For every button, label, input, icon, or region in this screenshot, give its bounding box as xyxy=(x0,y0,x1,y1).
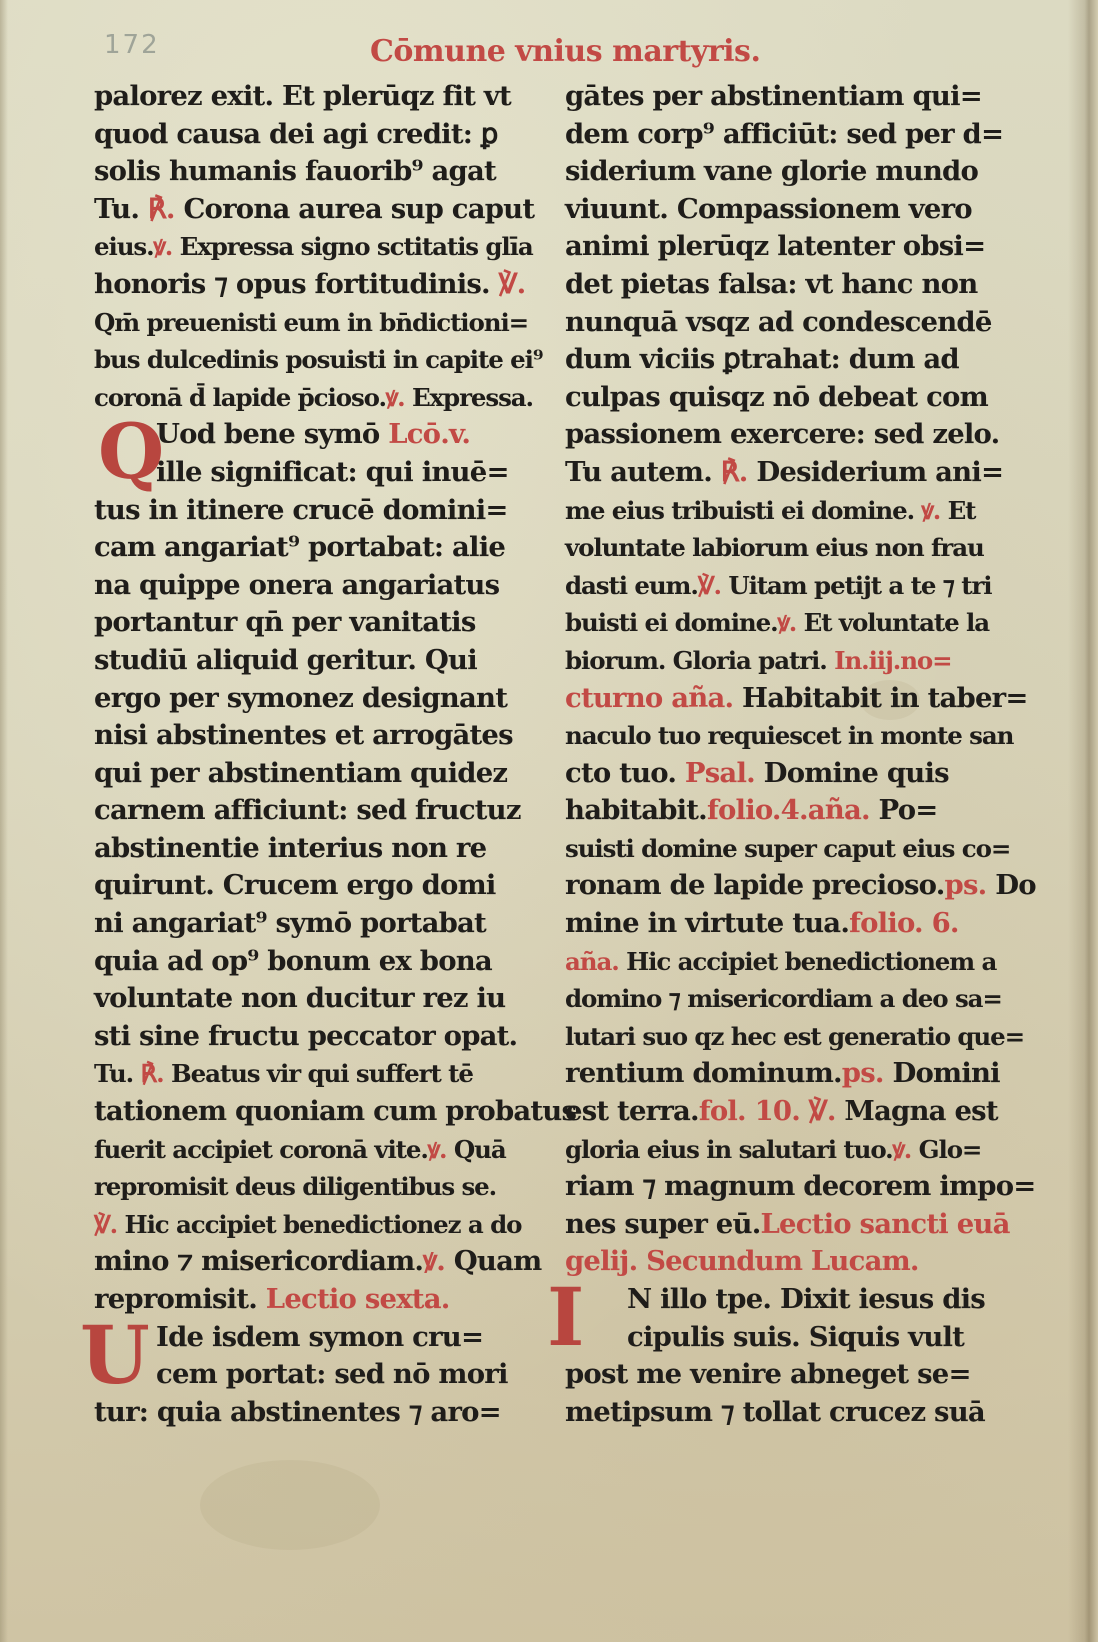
body-text: me eius tribuisti ei domine. xyxy=(565,495,915,525)
body-text: ronam de lapide precioso. xyxy=(565,869,945,902)
body-text: nunquā vsqz ad condescendē xyxy=(565,305,992,338)
body-text: post me venire abneget se= xyxy=(565,1358,971,1391)
text-line xyxy=(565,867,1036,905)
rubric-text: fol. 10. ℣. xyxy=(698,1095,836,1128)
text-line xyxy=(565,717,1014,755)
rubric-text: aña. xyxy=(565,946,619,976)
rubric-text: Lectio sexta. xyxy=(265,1283,450,1315)
folio-pencil-mark: 172 xyxy=(104,30,160,60)
text-line xyxy=(565,228,1010,266)
text-line xyxy=(565,78,1010,116)
paper-stain xyxy=(200,1460,380,1550)
body-text: repromisit deus diligentibus se. xyxy=(94,1172,497,1202)
page-left-edge xyxy=(0,0,8,1642)
text-line xyxy=(565,191,1010,229)
body-text: lutari suo qz hec est generatio que= xyxy=(565,1021,1025,1051)
body-text: cto tuo. xyxy=(565,756,685,789)
text-line xyxy=(565,1093,1010,1131)
body-text: Do xyxy=(986,869,1036,902)
text-line xyxy=(565,1206,1010,1244)
body-text: ni angariat⁹ symō portabat xyxy=(94,907,486,940)
body-text: Po= xyxy=(869,794,938,827)
rubric-text: gelij. Secundum Lucam. xyxy=(565,1245,919,1278)
text-line xyxy=(94,1093,577,1131)
body-text: Desiderium ani= xyxy=(747,455,1004,488)
text-line xyxy=(94,529,554,567)
body-text: Et voluntate la xyxy=(796,608,989,638)
text-line xyxy=(94,153,554,191)
text-line xyxy=(565,1356,1010,1394)
body-text: ille significat: qui inuē= xyxy=(156,455,509,488)
text-line xyxy=(565,529,1010,567)
rubric-text: ℟. xyxy=(140,1059,164,1089)
text-line xyxy=(565,1394,1010,1432)
body-text: qui per abstinentiam quidez xyxy=(94,756,508,789)
initial-q-block xyxy=(94,407,554,497)
text-line xyxy=(565,1168,1036,1206)
body-text: Domine quis xyxy=(754,756,949,789)
body-text: N illo tpe. Dixit iesus dis xyxy=(627,1283,985,1315)
rubric-text: Lcō.v. xyxy=(388,418,471,451)
right-column xyxy=(547,78,1036,1431)
body-text: palorez exit. Et plerūqz fit vt xyxy=(94,80,511,112)
text-line xyxy=(565,567,1010,605)
text-line xyxy=(565,1243,1010,1281)
body-text: Habitabit in taber= xyxy=(733,681,1028,714)
rubric-text: ps. xyxy=(841,1057,884,1090)
text-line xyxy=(94,604,554,642)
rubric-text: folio.4.aña. xyxy=(706,794,870,827)
text-line xyxy=(94,943,554,981)
right-lines-b xyxy=(565,1356,1010,1431)
rubric-text: Lectio sancti euā xyxy=(760,1207,1010,1240)
body-text: riam ⁊ magnum decorem impo= xyxy=(565,1170,1036,1203)
text-line xyxy=(94,1018,554,1056)
body-text: dum viciis ꝑtrahat: dum ad xyxy=(565,343,959,376)
text-line xyxy=(94,341,554,379)
initial-i-lines xyxy=(565,1281,1010,1356)
body-text: Tu. xyxy=(94,192,148,225)
body-text: animi plerūqz latenter obsi= xyxy=(565,230,986,263)
body-text: Hic accipiet benedictionez a do xyxy=(117,1209,522,1239)
body-text: dasti eum. xyxy=(565,570,698,600)
body-text: Quā xyxy=(446,1134,506,1164)
text-line xyxy=(565,980,1010,1018)
text-line xyxy=(94,78,554,116)
body-text: est terra. xyxy=(565,1095,699,1128)
text-line xyxy=(94,1243,554,1281)
text-line xyxy=(94,1394,554,1432)
rubric-text: ℟. xyxy=(720,455,748,488)
right-lines-a xyxy=(565,78,1036,1281)
text-line xyxy=(156,454,554,492)
text-line xyxy=(565,792,1010,830)
body-text: Beatus vir qui suffert tē xyxy=(163,1059,473,1089)
text-line xyxy=(565,642,1010,680)
body-text: cipulis suis. Siquis vult xyxy=(627,1320,965,1353)
text-line xyxy=(94,1055,554,1093)
body-text: Quam xyxy=(444,1245,542,1278)
text-line xyxy=(94,867,554,905)
body-text: mino ⁊ misericordiam. xyxy=(94,1245,424,1278)
text-line xyxy=(94,1206,554,1244)
body-text: Magna est xyxy=(835,1095,998,1128)
body-text: Glo= xyxy=(911,1134,982,1164)
rubric-text: ℟. xyxy=(147,192,175,225)
body-text: abstinentie interius non re xyxy=(94,831,487,864)
text-line xyxy=(565,116,1010,154)
body-text: coronā d̄ lapide p̄cioso. xyxy=(94,382,386,412)
body-text: Et xyxy=(940,495,976,525)
body-text: quia ad op⁹ bonum ex bona xyxy=(94,944,492,977)
body-text: Tu. xyxy=(94,1059,141,1089)
body-text: voluntate labiorum eius non frau xyxy=(565,533,984,563)
body-text: portantur qn̄ per vanitatis xyxy=(94,606,476,639)
body-text: Uod bene symō xyxy=(156,418,389,451)
body-text: nisi abstinentes et arrogātes xyxy=(94,719,513,752)
text-line xyxy=(565,1131,1010,1169)
initial-i-block xyxy=(547,1270,1010,1364)
text-line xyxy=(565,416,1010,454)
body-text: Domini xyxy=(883,1057,1000,1090)
text-line xyxy=(94,830,554,868)
body-text: sti sine fructu peccator opat. xyxy=(94,1019,518,1052)
rubric-text: cturno aña. xyxy=(565,681,734,714)
body-text: Tu autem. xyxy=(565,455,721,488)
body-text: bus dulcedinis posuisti in capite ei⁹ xyxy=(94,345,543,375)
body-text: passionem exercere: sed zelo. xyxy=(565,418,1000,451)
running-head: Cōmune vnius martyris. xyxy=(370,34,761,69)
text-line xyxy=(565,379,1010,417)
text-line xyxy=(627,1281,1010,1319)
rubric-text: In.iij.no= xyxy=(834,645,952,675)
body-text: buisti ei domine. xyxy=(565,608,778,638)
page-right-edge xyxy=(1068,0,1098,1642)
decorated-initial-u: U xyxy=(80,1307,149,1402)
rubric-text: ꝟ. xyxy=(914,495,941,525)
text-line xyxy=(94,304,554,342)
text-line xyxy=(94,1168,554,1206)
text-line xyxy=(156,416,554,454)
initial-u-lines xyxy=(94,1319,554,1394)
left-lines-c xyxy=(94,1394,554,1432)
text-line xyxy=(627,1319,1010,1357)
body-text: habitabit. xyxy=(565,794,707,827)
body-text: cem portat: sed nō mori xyxy=(156,1358,508,1391)
text-line xyxy=(565,905,1010,943)
body-text: mine in virtute tua. xyxy=(565,907,850,940)
text-line xyxy=(565,1018,1025,1056)
text-line xyxy=(565,830,1010,868)
body-text: studiū aliquid geritur. Qui xyxy=(94,643,477,676)
left-lines-b xyxy=(94,492,577,1319)
rubric-text: ꝟ. xyxy=(777,608,797,638)
text-line xyxy=(565,755,1010,793)
text-line xyxy=(565,1055,1010,1093)
body-text: tur: quia abstinentes ⁊ aro= xyxy=(94,1395,501,1428)
rubric-text: ℣. xyxy=(94,1209,118,1239)
body-text: dem corp⁹ afficiūt: sed per d= xyxy=(565,117,1004,150)
body-text: nes super eū. xyxy=(565,1207,761,1240)
body-text: tationem quoniam cum probatus xyxy=(94,1095,577,1128)
rubric-text: ps. xyxy=(944,869,987,902)
text-line xyxy=(94,755,554,793)
body-text: det pietas falsa: vt hanc non xyxy=(565,267,978,300)
body-text: quirunt. Crucem ergo domi xyxy=(94,869,496,902)
rubric-text: ꝟ. xyxy=(153,232,173,262)
body-text: gloria eius in salutari tuo. xyxy=(565,1134,893,1164)
text-line xyxy=(94,680,554,718)
initial-u-block xyxy=(80,1307,554,1402)
text-line xyxy=(94,492,554,530)
rubric-text: ℣. xyxy=(498,267,526,300)
rubric-text: ꝟ. xyxy=(427,1134,447,1164)
text-line xyxy=(94,1131,554,1169)
body-text: Hic accipiet benedictionem a xyxy=(618,946,997,976)
text-line xyxy=(94,567,554,605)
body-text: viuunt. Compassionem vero xyxy=(565,192,972,225)
rubric-text: ℣. xyxy=(697,570,721,600)
text-line xyxy=(565,266,1010,304)
text-line xyxy=(565,454,1010,492)
text-line xyxy=(94,905,554,943)
body-text: na quippe onera angariatus xyxy=(94,568,500,601)
text-line xyxy=(565,943,1010,981)
body-text: rentium dominum. xyxy=(565,1057,842,1090)
rubric-text: ꝟ. xyxy=(423,1245,445,1278)
left-lines-a xyxy=(94,78,554,416)
text-line xyxy=(565,341,1010,379)
body-text: honoris ⁊ opus fortitudinis. xyxy=(94,267,499,300)
text-line xyxy=(94,116,554,154)
body-text: eius. xyxy=(94,232,154,262)
text-line xyxy=(94,191,554,229)
text-line xyxy=(156,1356,554,1394)
body-text: quod causa dei agi credit: ꝑ xyxy=(94,117,498,150)
text-line xyxy=(94,379,554,417)
text-line xyxy=(565,680,1028,718)
body-text: domino ⁊ misericordiam a deo sa= xyxy=(565,984,1002,1014)
rubric-text: ꝟ. xyxy=(892,1134,912,1164)
text-line xyxy=(156,1319,554,1357)
body-text: suisti domine super caput eius co= xyxy=(565,833,1011,863)
text-line xyxy=(94,642,554,680)
body-text: fuerit accipiet coronā vite. xyxy=(94,1134,428,1164)
text-line xyxy=(565,153,1010,191)
text-line xyxy=(94,717,554,755)
text-line xyxy=(565,304,1010,342)
body-text: Expressa signo sctitatis glīa xyxy=(172,232,533,262)
body-text: Uitam petijt a te ⁊ tri xyxy=(720,570,992,600)
body-text: carnem afficiunt: sed fructuz xyxy=(94,794,521,827)
body-text: cam angariat⁹ portabat: alie xyxy=(94,531,506,564)
body-text: gātes per abstinentiam qui= xyxy=(565,80,983,112)
rubric-text: ꝟ. xyxy=(385,382,405,412)
body-text: voluntate non ducitur rez iu xyxy=(94,982,506,1015)
rubric-text: folio. 6. xyxy=(849,907,959,940)
body-text: ergo per symonez designant xyxy=(94,681,508,714)
body-text: Expressa. xyxy=(404,382,533,412)
body-text: metipsum ⁊ tollat crucez suā xyxy=(565,1395,985,1428)
text-line xyxy=(94,1281,554,1319)
body-text: siderium vane glorie mundo xyxy=(565,155,978,188)
body-text: repromisit. xyxy=(94,1283,266,1315)
text-line xyxy=(94,266,554,304)
decorated-initial-q: Q xyxy=(98,407,164,497)
decorated-initial-i: I xyxy=(547,1270,584,1364)
text-line xyxy=(565,604,1010,642)
rubric-text: Psal. xyxy=(684,756,755,789)
text-line xyxy=(94,980,554,1018)
text-line xyxy=(565,492,1010,530)
body-text: tus in itinere crucē domini= xyxy=(94,493,508,526)
body-text: Ide isdem symon cru= xyxy=(156,1320,484,1353)
body-text: Qm̄ preuenisti eum in bn̄dictioni= xyxy=(94,307,529,337)
text-line xyxy=(94,228,554,266)
body-text: culpas quisqz nō debeat com xyxy=(565,380,988,413)
body-text: naculo tuo requiescet in monte san xyxy=(565,721,1014,751)
text-line xyxy=(94,792,554,830)
body-text: solis humanis fauorib⁹ agat xyxy=(94,155,496,188)
body-text: biorum. Gloria patri. xyxy=(565,645,835,675)
body-text: Corona aurea sup caput xyxy=(174,192,535,225)
left-column xyxy=(80,78,577,1431)
